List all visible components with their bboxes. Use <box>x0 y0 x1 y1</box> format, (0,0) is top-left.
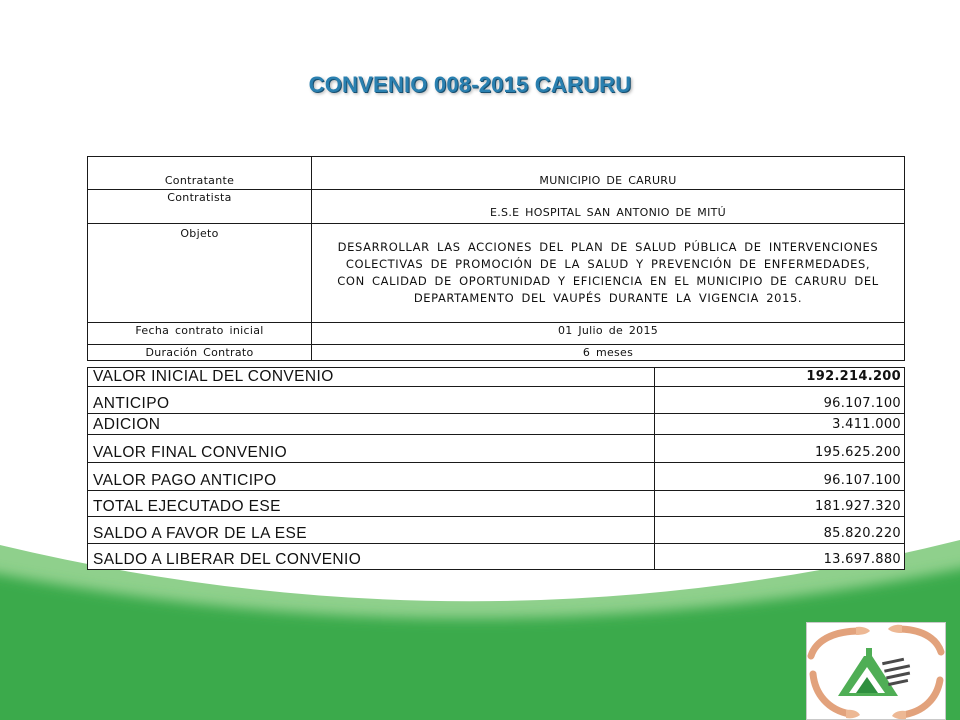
table-row <box>88 517 905 544</box>
duracion-value: 6 meses <box>312 345 905 361</box>
table-row <box>88 435 905 463</box>
contratista-value: E.S.E HOSPITAL SAN ANTONIO DE MITÚ <box>312 190 905 224</box>
valor-final-label: VALOR FINAL CONVENIO <box>88 435 655 463</box>
valor-inicial-value: 192.214.200 <box>655 368 905 387</box>
contratante-value: MUNICIPIO DE CARURU <box>312 157 905 190</box>
valor-inicial-label: VALOR INICIAL DEL CONVENIO <box>88 368 655 387</box>
contratante-row <box>88 157 905 190</box>
table-row <box>88 368 905 387</box>
fecha-value: 01 Julio de 2015 <box>312 323 905 345</box>
pago-anticipo-value: 96.107.100 <box>655 463 905 491</box>
objeto-line: DESARROLLAR LAS ACCIONES DEL PLAN DE SALUD PÚBLICA DE INTERVENCIONES <box>337 240 879 254</box>
saldo-liberar-label: SALDO A LIBERAR DEL CONVENIO <box>88 544 655 570</box>
adicion-value: 3.411.000 <box>655 414 905 435</box>
contratista-label: Contratista <box>88 190 312 224</box>
objeto-line: COLECTIVAS DE PROMOCIÓN DE LA SALUD Y PREVENCIÓN DE ENFERMEDADES, <box>345 257 871 271</box>
saldo-favor-label: SALDO A FAVOR DE LA ESE <box>88 517 655 544</box>
objeto-value <box>312 224 905 323</box>
valor-final-value: 195.625.200 <box>655 435 905 463</box>
table-row <box>88 387 905 414</box>
hospital-logo <box>806 622 946 720</box>
table-row <box>88 414 905 435</box>
fecha-row <box>88 323 905 345</box>
duracion-label: Duración Contrato <box>88 345 312 361</box>
contratista-row <box>88 190 905 224</box>
total-ejecutado-value: 181.927.320 <box>655 491 905 517</box>
table-row <box>88 544 905 570</box>
saldo-favor-value: 85.820.220 <box>655 517 905 544</box>
objeto-row <box>88 224 905 323</box>
fecha-label: Fecha contrato inicial <box>88 323 312 345</box>
table-row <box>88 463 905 491</box>
anticipo-value: 96.107.100 <box>655 387 905 414</box>
objeto-line: DEPARTAMENTO DEL VAUPÉS DURANTE LA VIGENCIA 2015. <box>413 291 803 305</box>
saldo-liberar-value: 13.697.880 <box>655 544 905 570</box>
financial-summary-table <box>87 367 905 570</box>
table-row <box>88 491 905 517</box>
duracion-row <box>88 345 905 361</box>
objeto-line: CON CALIDAD DE OPORTUNIDAD Y EFICIENCIA EN EL MUNICIPIO DE CARURU DEL <box>337 274 879 288</box>
objeto-label: Objeto <box>88 224 312 323</box>
anticipo-label: ANTICIPO <box>88 387 655 414</box>
slide-title: CONVENIO 008-2015 CARURU <box>308 72 632 97</box>
adicion-label: ADICION <box>88 414 655 435</box>
contract-info-table <box>87 156 905 361</box>
contratante-label: Contratante <box>88 157 312 190</box>
pago-anticipo-label: VALOR PAGO ANTICIPO <box>88 463 655 491</box>
total-ejecutado-label: TOTAL EJECUTADO ESE <box>88 491 655 517</box>
